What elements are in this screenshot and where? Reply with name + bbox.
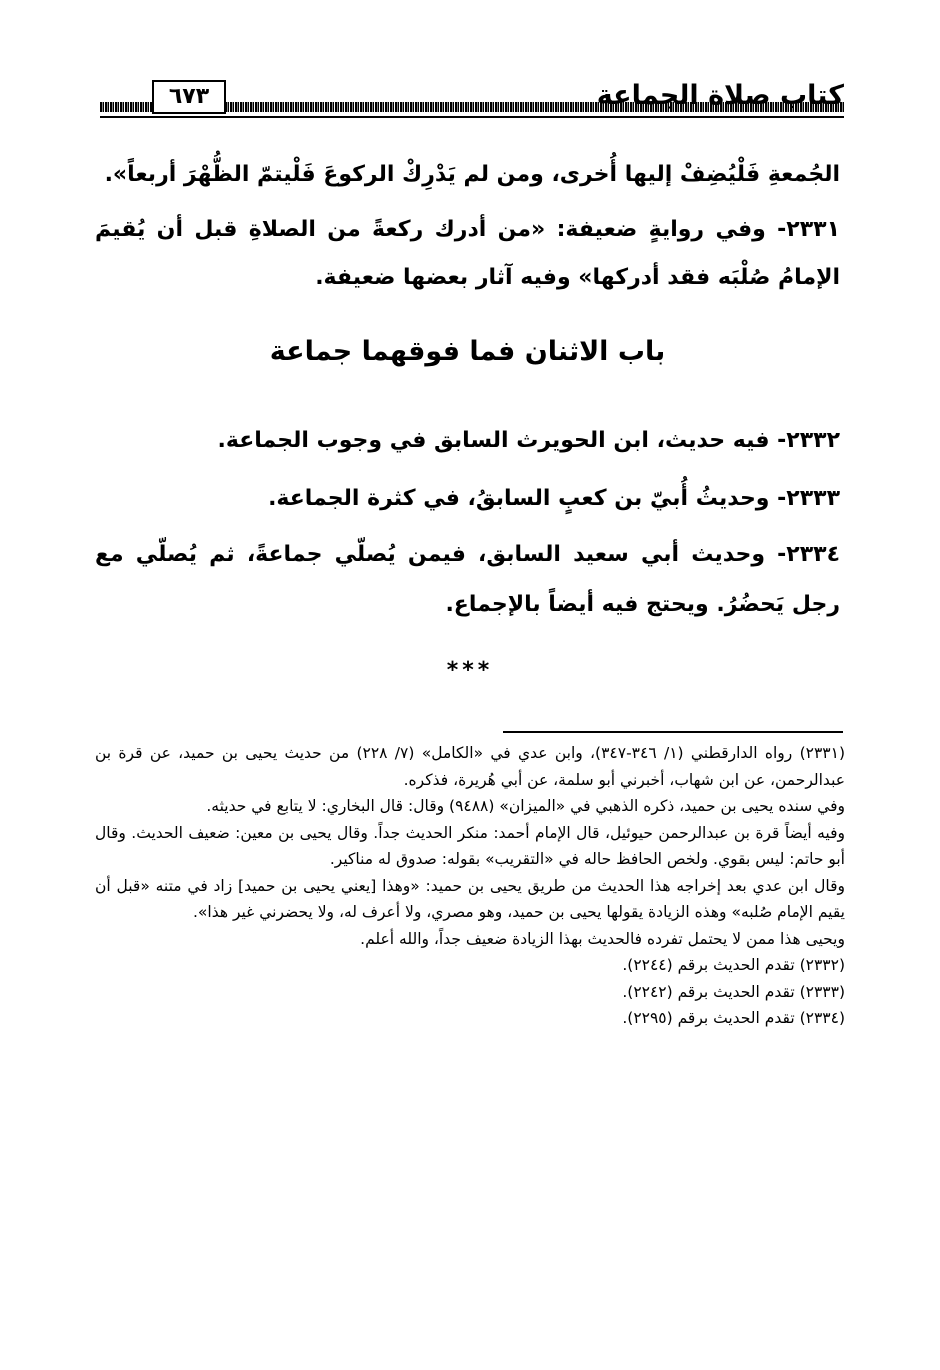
- main-text-top: [95, 148, 840, 302]
- paragraph-2332: ٢٣٣٢- فيه حديث، ابن الحويرث السابق في وجوب الجماعة.: [217, 428, 840, 453]
- footnote-text: وفي سنده يحيى بن حميد، ذكره الذهبي في «الميزان» (٩٤٨٨) وقال: قال البخاري: لا يتابع في حديثه.: [206, 797, 845, 815]
- footnote-2331: (٢٣٣١) رواه الدارقطني (١/ ٣٤٦-٣٤٧)، وابن عدي في «الكامل» (٧/ ٢٢٨) من حديث يحيى بن حميد، عن قرة بن عبدالرحمن، عن ابن شهاب، أخبرني أبو سلمة، عن أبي هُريرة، فذكره.: [95, 744, 846, 789]
- page-number: ٦٧٣: [152, 80, 226, 114]
- footnote-text: وقال ابن عدي بعد إخراجه هذا الحديث من طريق يحيى بن حميد: «وهذا [يعني يحيى بن حميد] زاد في متنه «قبل أن يقيم الإمام صُلبه» وهذه الزيادة يقولها يحيى بن حميد، وهو مصري، ولا أعرف له، ولا يحضرني غير هذا».: [95, 876, 845, 921]
- footnote-2332: (٢٣٣٢) تقدم الحديث برقم (٢٢٤٤).: [622, 956, 845, 974]
- main-text-bottom: [95, 414, 840, 630]
- section-separator: ***: [446, 658, 494, 683]
- footnotes: [95, 740, 845, 1032]
- header-rule: [100, 116, 844, 118]
- footnote-text: ويحيى هذا ممن لا يحتمل تفرده فالحديث بهذا الزيادة ضعيف جداً، والله أعلم.: [360, 929, 845, 948]
- paragraph-2334: ٢٣٣٤- وحديث أبي سعيد السابق، فيمن يُصلّي جماعةً، ثم يُصلّي مع رجل يَحضُرُ. ويحتج فيه أيضاً بالإجماع.: [95, 542, 840, 617]
- paragraph-2333: ٢٣٣٣- وحديثُ أُبيّ بن كعبٍ السابقُ، في كثرة الجماعة.: [268, 486, 840, 511]
- page-header: [100, 72, 844, 122]
- footnote-2334: (٢٣٣٤) تقدم الحديث برقم (٢٢٩٥).: [622, 1009, 845, 1027]
- footnote-2333: (٢٣٣٣) تقدم الحديث برقم (٢٢٤٢).: [622, 982, 845, 1001]
- footnote-text: وفيه أيضاً قرة بن عبدالرحمن حيوئيل، قال الإمام أحمد: منكر الحديث جداً. وقال يحيى بن معين: ضعيف الحديث. وقال أبو حاتم: ليس بقوي. ولخص الحافظ حاله في «التقريب» بقوله: صدوق له مناكير.: [95, 823, 845, 868]
- paragraph-2331: ٢٣٣١- وفي روايةٍ ضعيفة: «من أدرك ركعةً من الصلاةِ قبل أن يُقيمَ الإمامُ صُلْبَه فقد أدركها» وفيه آثار بعضها ضعيفة.: [95, 217, 840, 290]
- chapter-heading: باب الاثنان فما فوقهما جماعة: [269, 336, 666, 367]
- paragraph-continuation: الجُمعةِ فَلْيُضِفْ إليها أُخرى، ومن لم يَدْرِكْ الركوعَ فَلْيتمّ الظُّهْرَ أربعاً».: [104, 162, 840, 187]
- footnote-rule: [503, 731, 843, 733]
- book-title: كتاب صلاة الجماعة: [596, 80, 844, 111]
